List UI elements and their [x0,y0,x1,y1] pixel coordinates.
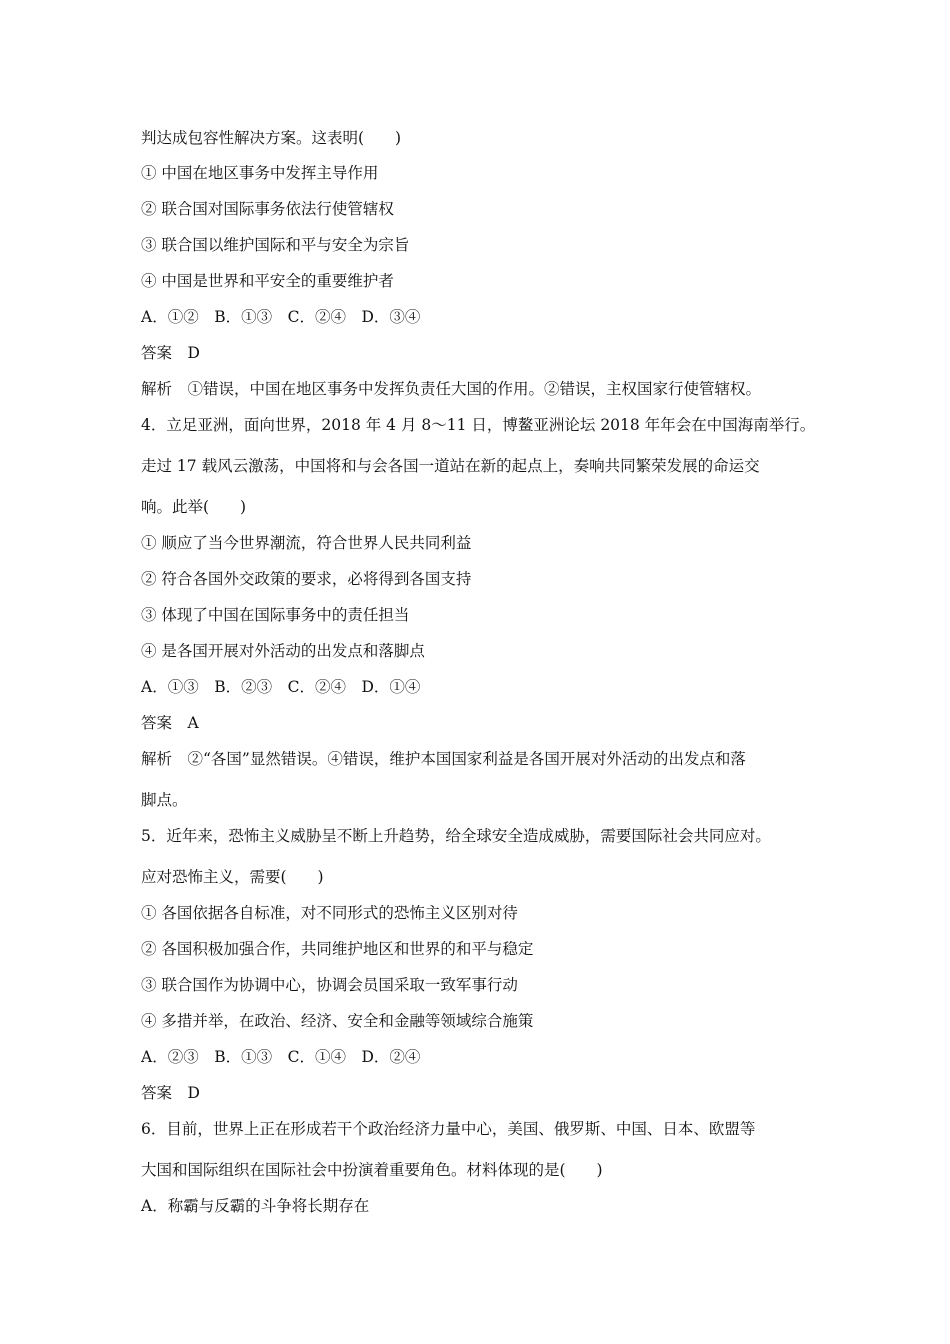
q5-choices: A．②③ B．①③ C．①④ D．②④ [141,1048,421,1066]
q4-option-3: ③ 体现了中国在国际事务中的责任担当 [141,606,410,624]
q4-option-2: ② 符合各国外交政策的要求，必将得到各国支持 [141,570,472,588]
q3-option-2: ② 联合国对国际事务依法行使管辖权 [141,200,394,218]
q5-answer: 答案 D [141,1084,200,1102]
q4-stem-line-1: 4．立足亚洲，面向世界，2018 年 4 月 8～11 日，博鳌亚洲论坛 2018 年年会在中国海南举行。 [141,416,816,434]
q4-option-1: ① 顺应了当今世界潮流，符合世界人民共同利益 [141,534,472,552]
q3-option-1: ① 中国在地区事务中发挥主导作用 [141,164,379,182]
q3-option-4: ④ 中国是世界和平安全的重要维护者 [141,272,394,290]
q4-analysis-line-1: 解析 ②“各国”显然错误。④错误，维护本国国家利益是各国开展对外活动的出发点和落 [141,750,746,768]
q3-analysis: 解析 ①错误，中国在地区事务中发挥负责任大国的作用。②错误，主权国家行使管辖权。 [141,380,762,398]
q5-option-3: ③ 联合国作为协调中心，协调会员国采取一致军事行动 [141,976,518,994]
q5-option-1: ① 各国依据各自标准，对不同形式的恐怖主义区别对待 [141,904,518,922]
q4-choices: A．①③ B．②③ C．②④ D．①④ [141,678,421,696]
q5-option-4: ④ 多措并举，在政治、经济、安全和金融等领域综合施策 [141,1012,534,1030]
q4-answer: 答案 A [141,714,199,732]
q3-option-3: ③ 联合国以维护国际和平与安全为宗旨 [141,236,410,254]
q3-answer: 答案 D [141,344,200,362]
q6-stem-line-2: 大国和国际组织在国际社会中扮演着重要角色。材料体现的是( ) [141,1161,603,1179]
q4-stem-line-2: 走过 17 载风云激荡，中国将和与会各国一道站在新的起点上，奏响共同繁荣发展的命运交 [141,457,760,475]
q5-stem-line-1: 5．近年来，恐怖主义威胁呈不断上升趋势，给全球安全造成威胁，需要国际社会共同应对。 [141,827,771,845]
q5-option-2: ② 各国积极加强合作，共同维护地区和世界的和平与稳定 [141,940,534,958]
q4-stem-line-3: 响。此举( ) [141,498,247,516]
q4-option-4: ④ 是各国开展对外活动的出发点和落脚点 [141,642,425,660]
q4-analysis-line-2: 脚点。 [141,791,188,809]
q3-stem-tail: 判达成包容性解决方案。这表明( ) [141,129,402,147]
q5-stem-line-2: 应对恐怖主义，需要( ) [141,868,324,886]
q6-option-a: A．称霸与反霸的斗争将长期存在 [141,1197,370,1215]
q3-choices: A．①② B．①③ C．②④ D．③④ [141,308,421,326]
q6-stem-line-1: 6．目前，世界上正在形成若干个政治经济力量中心，美国、俄罗斯、中国、日本、欧盟等 [141,1120,756,1138]
